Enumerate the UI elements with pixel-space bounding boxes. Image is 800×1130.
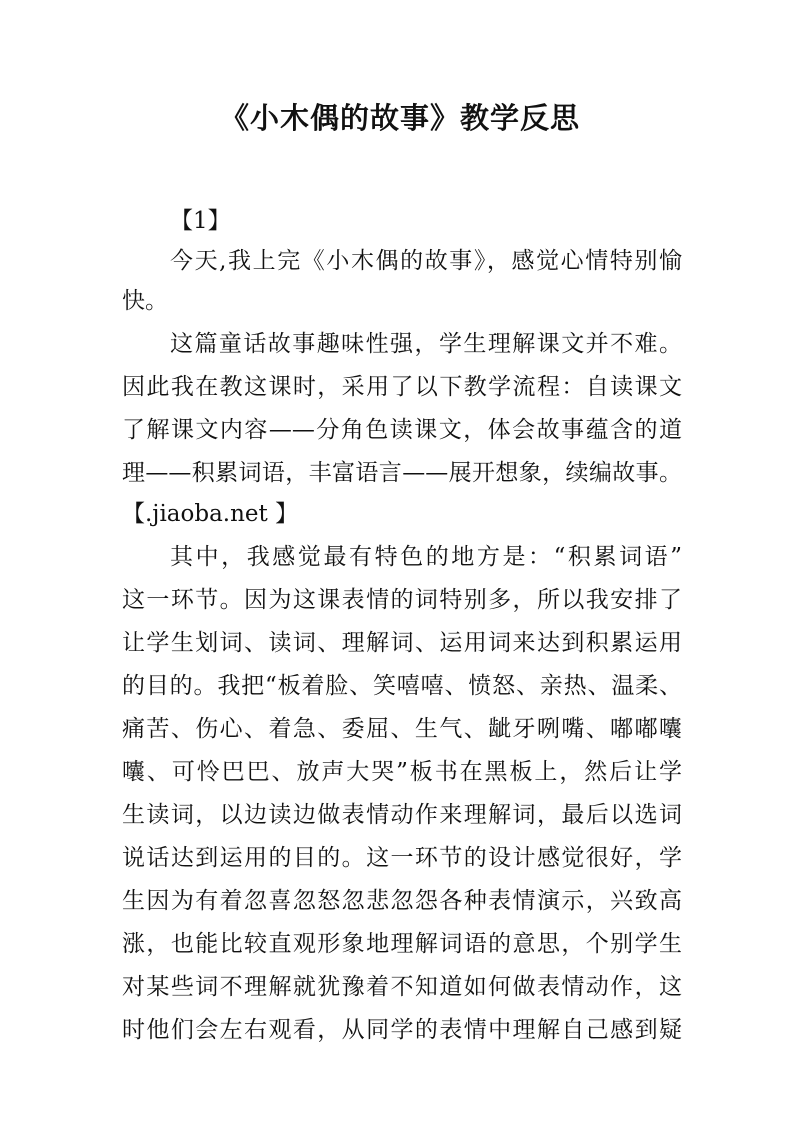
paragraph-line: 了解课文内容——分角色读课文，体会故事蕴含的道 xyxy=(122,417,682,443)
paragraph-line: 今天,我上完《小木偶的故事》，感觉心情特别愉 xyxy=(170,248,682,274)
paragraph-line: 的目的。我把“板着脸、笑嘻嘻、愤怒、亲热、温柔、 xyxy=(122,673,682,699)
document-title: 《小木偶的故事》教学反思 xyxy=(219,101,580,135)
paragraph-line: 这一环节。因为这课表情的词特别多，所以我安排了 xyxy=(122,587,682,613)
paragraph-line: 生读词，以边读边做表情动作来理解词，最后以选词 xyxy=(122,802,682,828)
paragraph-line: 对某些词不理解就犹豫着不知道如何做表情动作，这 xyxy=(122,974,682,1000)
paragraph-line: 涨，也能比较直观形象地理解词语的意思，个别学生 xyxy=(122,931,682,957)
paragraph-line: 囔、可怜巴巴、放声大哭”板书在黑板上，然后让学 xyxy=(122,759,682,785)
paragraph-line: 痛苦、伤心、着急、委屈、生气、龇牙咧嘴、嘟嘟囔 xyxy=(122,716,682,742)
paragraph-line: 说话达到运用的目的。这一环节的设计感觉很好，学 xyxy=(122,845,682,871)
paragraph-line: 让学生划词、读词、理解词、运用词来达到积累运用 xyxy=(122,630,682,656)
paragraph-line: 快。 xyxy=(122,288,168,314)
paragraph-line: 因此我在教这课时，采用了以下教学流程：自读课文 xyxy=(122,374,682,400)
paragraph-line: 生因为有着忽喜忽怒忽悲忽怨各种表情演示，兴致高 xyxy=(122,888,682,914)
paragraph-line: 其中，我感觉最有特色的地方是：“积累词语” xyxy=(170,544,682,570)
paragraph-line: 理——积累词语，丰富语言——展开想象，续编故事。 xyxy=(122,460,682,486)
paragraph-line: 这篇童话故事趣味性强，学生理解课文并不难。 xyxy=(170,331,682,357)
source-watermark-line: 【.jiaoba.net 】 xyxy=(122,501,299,527)
section-marker: 【1】 xyxy=(170,208,231,234)
paragraph-line: 时他们会左右观看，从同学的表情中理解自己感到疑 xyxy=(122,1017,682,1043)
